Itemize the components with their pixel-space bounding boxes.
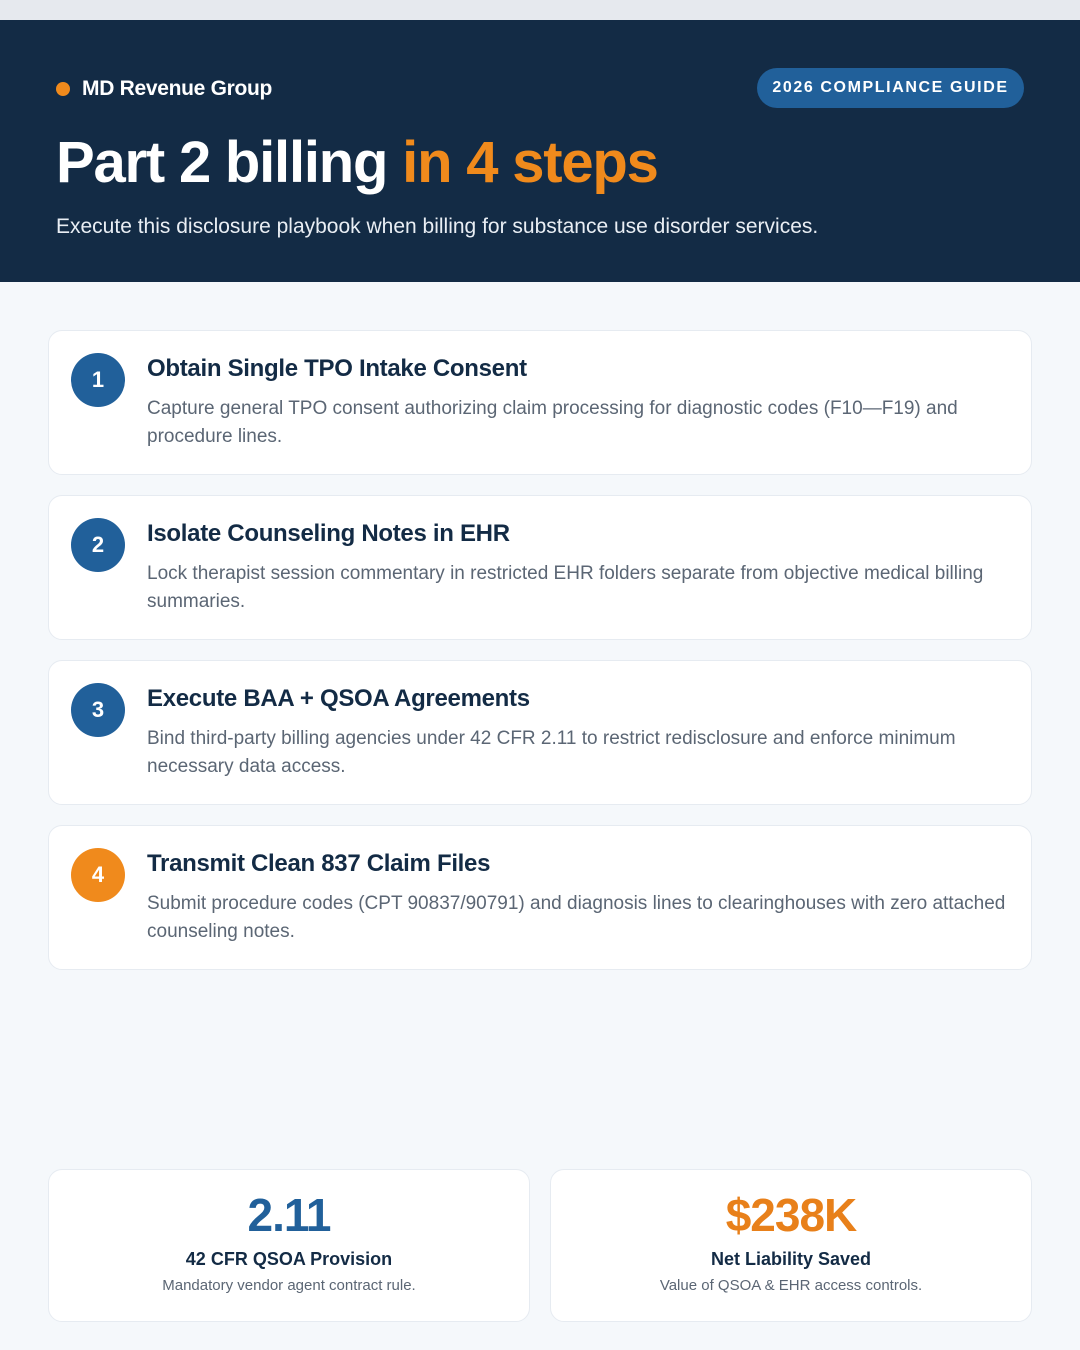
step-description: Bind third-party billing agencies under 42 CFR 2.11 to restrict redisclosure and enforce minimum necessary data access. xyxy=(147,728,956,777)
title-main: Part 2 billing xyxy=(56,130,403,195)
stat-note: Mandatory vendor agent contract rule. xyxy=(162,1277,416,1294)
step-title: Execute BAA + QSOA Agreements xyxy=(147,685,530,712)
page-title xyxy=(56,128,658,198)
step-card-4 xyxy=(48,825,1032,970)
step-number-badge: 2 xyxy=(71,518,125,572)
hero-header xyxy=(0,20,1080,282)
stat-label: Net Liability Saved xyxy=(710,1249,872,1269)
step-number-badge: 4 xyxy=(71,848,125,902)
stat-value: 2.11 xyxy=(247,1189,331,1241)
stat-note: Value of QSOA & EHR access controls. xyxy=(659,1277,923,1294)
step-description: Lock therapist session commentary in restricted EHR folders separate from objective medical billing summaries. xyxy=(147,563,984,612)
stat-card-provision xyxy=(48,1169,530,1322)
step-description: Submit procedure codes (CPT 90837/90791) and diagnosis lines to clearinghouses with zero attached counseling notes. xyxy=(147,893,1006,942)
step-number-badge: 3 xyxy=(71,683,125,737)
brand xyxy=(56,77,272,101)
compliance-guide-badge: 2026 COMPLIANCE GUIDE xyxy=(757,68,1024,108)
step-card-3 xyxy=(48,660,1032,805)
brand-name: MD Revenue Group xyxy=(82,77,273,100)
step-title: Obtain Single TPO Intake Consent xyxy=(147,355,527,382)
step-title: Isolate Counseling Notes in EHR xyxy=(147,520,510,547)
step-card-2 xyxy=(48,495,1032,640)
title-accent: in 4 steps xyxy=(402,130,658,195)
stat-value: $238K xyxy=(725,1189,857,1241)
top-strip xyxy=(0,0,1080,20)
step-title: Transmit Clean 837 Claim Files xyxy=(147,850,491,877)
brand-dot-icon xyxy=(56,82,70,96)
stat-card-liability xyxy=(550,1169,1032,1322)
step-description: Capture general TPO consent authorizing claim processing for diagnostic codes (F10—F19) and procedure lines. xyxy=(147,398,958,447)
stat-label: 42 CFR QSOA Provision xyxy=(185,1249,393,1269)
step-card-1 xyxy=(48,330,1032,475)
step-number-badge: 1 xyxy=(71,353,125,407)
page-subtitle: Execute this disclosure playbook when billing for substance use disorder services. xyxy=(56,215,819,238)
